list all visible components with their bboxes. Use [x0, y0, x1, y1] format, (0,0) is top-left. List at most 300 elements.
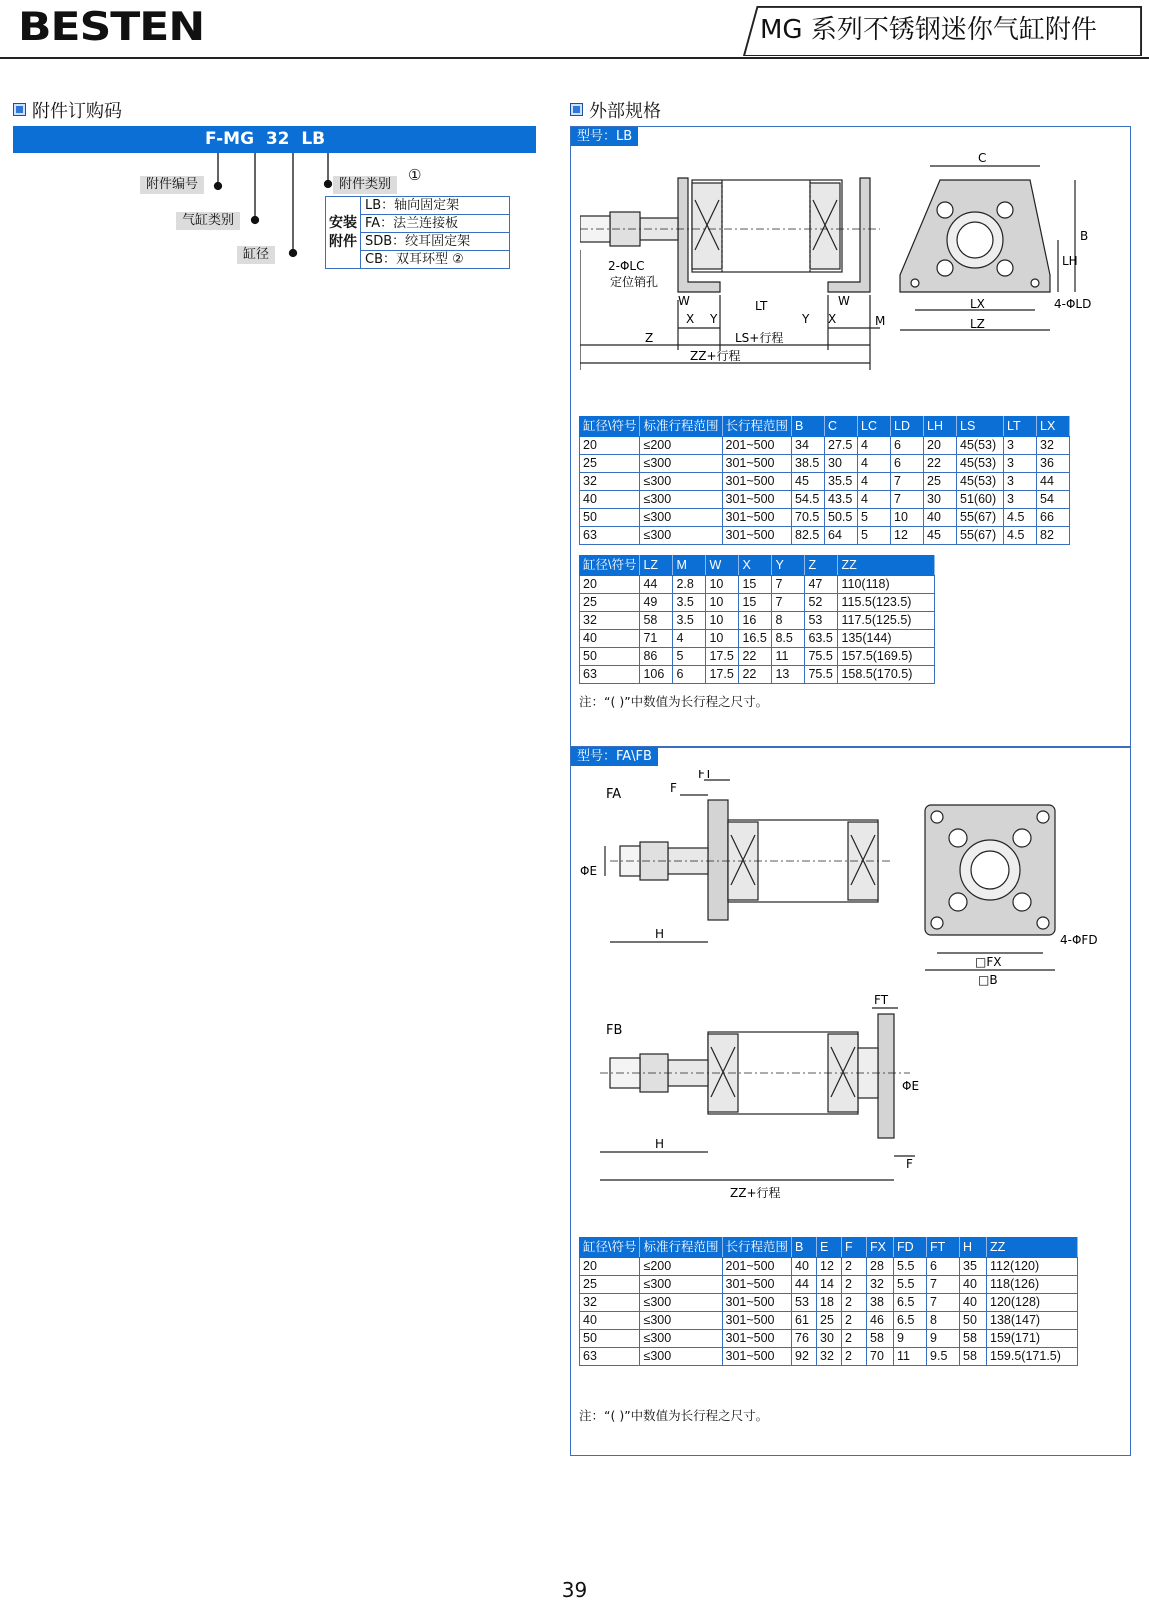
- table-cell: ≤300: [640, 1348, 722, 1366]
- table-cell: 17.5: [706, 666, 739, 684]
- table-cell: 301~500: [722, 527, 792, 545]
- table-cell: 25: [580, 1276, 640, 1294]
- table-cell: 2: [842, 1258, 867, 1276]
- table-cell: 5: [858, 509, 891, 527]
- table-row: [580, 612, 935, 630]
- table-cell: 6: [927, 1258, 960, 1276]
- table-cell: ≤300: [640, 491, 722, 509]
- option-item: CB：双耳环型 ②: [361, 251, 510, 269]
- table-header: H: [960, 1238, 987, 1258]
- table-cell: 40: [580, 491, 640, 509]
- table-cell: 301~500: [722, 1294, 792, 1312]
- table-cell: 40: [924, 509, 957, 527]
- install-accessory-label: [326, 197, 361, 269]
- order-section-title: [13, 101, 122, 123]
- table-cell: 10: [706, 612, 739, 630]
- dim-lc: 2-ΦLC: [608, 259, 645, 273]
- dim-h-fb: H: [655, 1137, 665, 1151]
- table-cell: 159(171): [987, 1330, 1078, 1348]
- table-cell: ≤200: [640, 1258, 722, 1276]
- dim-ft-fa: FT: [698, 770, 713, 781]
- fafb-drawing: [580, 770, 1130, 1210]
- dim-x-left: X: [686, 312, 695, 326]
- fafb-spec-table: [579, 1237, 1078, 1366]
- order-section-title-text: 附件订购码: [32, 101, 122, 122]
- lb-note: 注：“( )”中数值为长行程之尺寸。: [579, 694, 769, 709]
- table-cell: 63: [580, 666, 640, 684]
- table-cell: 15: [739, 576, 772, 594]
- table-cell: 32: [580, 1294, 640, 1312]
- table-cell: 53: [805, 612, 838, 630]
- table-cell: ≤300: [640, 473, 722, 491]
- table-header: W: [706, 556, 739, 576]
- table-cell: 201~500: [722, 1258, 792, 1276]
- dim-y-right: Y: [802, 312, 810, 326]
- table-cell: 75.5: [805, 666, 838, 684]
- table-cell: 30: [817, 1330, 842, 1348]
- table-cell: 157.5(169.5): [838, 648, 935, 666]
- table-cell: 3: [1004, 491, 1037, 509]
- table-header: LC: [858, 417, 891, 437]
- dim-c: C: [978, 151, 987, 165]
- lb-spec-table-1: [579, 416, 1070, 545]
- table-cell: 55(67): [957, 527, 1004, 545]
- table-cell: 30: [924, 491, 957, 509]
- table-cell: 32: [867, 1276, 894, 1294]
- spec-section-title: [570, 101, 661, 123]
- table-header: LD: [891, 417, 924, 437]
- dim-ft-fb: FT: [874, 993, 889, 1007]
- table-cell: 34: [792, 437, 825, 455]
- table-cell: 50: [580, 648, 640, 666]
- table-cell: 50: [580, 1330, 640, 1348]
- table-row: [580, 594, 935, 612]
- order-code: F-MG 32 LB: [205, 129, 326, 149]
- table-header: E: [817, 1238, 842, 1258]
- table-cell: 35.5: [825, 473, 858, 491]
- table-cell: 135(144): [838, 630, 935, 648]
- table-row: [580, 666, 935, 684]
- table-cell: 30: [825, 455, 858, 473]
- table-cell: 10: [706, 576, 739, 594]
- table-cell: 61: [792, 1312, 817, 1330]
- table-cell: 120(128): [987, 1294, 1078, 1312]
- table-cell: 44: [792, 1276, 817, 1294]
- table-cell: 63.5: [805, 630, 838, 648]
- table-cell: 45(53): [957, 473, 1004, 491]
- install-label-line2: 附件: [329, 233, 357, 250]
- table-cell: 6: [891, 455, 924, 473]
- table-cell: 15: [739, 594, 772, 612]
- table-row: [580, 1276, 1078, 1294]
- table-cell: 25: [817, 1312, 842, 1330]
- table-cell: 13: [772, 666, 805, 684]
- table-cell: 50: [960, 1312, 987, 1330]
- dim-lx: LX: [970, 297, 985, 311]
- dim-ls: LS+行程: [735, 331, 784, 345]
- table-cell: 6: [673, 666, 706, 684]
- dim-b: B: [1080, 229, 1089, 243]
- table-cell: 25: [580, 594, 640, 612]
- table-cell: 32: [817, 1348, 842, 1366]
- table-header: LZ: [640, 556, 673, 576]
- table-cell: 201~500: [722, 437, 792, 455]
- dim-e-fb: ΦE: [902, 1079, 920, 1093]
- table-cell: 106: [640, 666, 673, 684]
- table-cell: 47: [805, 576, 838, 594]
- table-cell: 70.5: [792, 509, 825, 527]
- table-cell: 8: [772, 612, 805, 630]
- label-bore: 缸径: [237, 246, 275, 264]
- table-cell: 301~500: [722, 1330, 792, 1348]
- table-cell: 4: [858, 473, 891, 491]
- table-cell: 76: [792, 1330, 817, 1348]
- table-cell: 14: [817, 1276, 842, 1294]
- brand-logo: BESTEN: [18, 4, 205, 51]
- table-cell: 50: [580, 509, 640, 527]
- table-row: [580, 1330, 1078, 1348]
- table-cell: 82.5: [792, 527, 825, 545]
- model-tag-lb: 型号：LB: [571, 127, 638, 146]
- table-cell: 82: [1037, 527, 1070, 545]
- table-cell: 20: [580, 437, 640, 455]
- table-cell: 8: [927, 1312, 960, 1330]
- table-cell: 2: [842, 1276, 867, 1294]
- table-cell: 58: [960, 1330, 987, 1348]
- table-cell: 4.5: [1004, 527, 1037, 545]
- table-header: LH: [924, 417, 957, 437]
- table-cell: 52: [805, 594, 838, 612]
- table-cell: 158.5(170.5): [838, 666, 935, 684]
- table-cell: 11: [772, 648, 805, 666]
- spec-section-title-text: 外部规格: [589, 101, 661, 122]
- table-cell: ≤200: [640, 437, 722, 455]
- table-cell: 5.5: [894, 1276, 927, 1294]
- label-accessory-no: 附件编号: [140, 176, 204, 194]
- table-cell: 301~500: [722, 509, 792, 527]
- table-cell: 58: [960, 1348, 987, 1366]
- dim-y-left: Y: [710, 312, 718, 326]
- table-cell: 36: [1037, 455, 1070, 473]
- table-cell: 22: [739, 666, 772, 684]
- dim-fd: 4-ΦFD: [1060, 933, 1098, 947]
- table-cell: 4: [858, 491, 891, 509]
- table-cell: 45(53): [957, 455, 1004, 473]
- table-cell: 54.5: [792, 491, 825, 509]
- table-cell: 70: [867, 1348, 894, 1366]
- table-header: 标准行程范围: [640, 1238, 722, 1258]
- label-accessory-type: 附件类别: [333, 176, 397, 194]
- table-cell: 12: [891, 527, 924, 545]
- table-cell: 45: [924, 527, 957, 545]
- table-header: 标准行程范围: [640, 417, 722, 437]
- dim-z: Z: [645, 331, 654, 345]
- table-cell: 32: [580, 473, 640, 491]
- table-cell: 55(67): [957, 509, 1004, 527]
- table-cell: 301~500: [722, 473, 792, 491]
- table-cell: 3: [1004, 455, 1037, 473]
- bullet-square-icon: [570, 103, 583, 116]
- table-cell: 301~500: [722, 1348, 792, 1366]
- table-cell: 301~500: [722, 455, 792, 473]
- table-cell: 6.5: [894, 1312, 927, 1330]
- table-cell: 138(147): [987, 1312, 1078, 1330]
- table-cell: 8.5: [772, 630, 805, 648]
- table-cell: 63: [580, 1348, 640, 1366]
- table-cell: 38: [867, 1294, 894, 1312]
- table-cell: 10: [706, 630, 739, 648]
- table-cell: 9: [894, 1330, 927, 1348]
- table-cell: 54: [1037, 491, 1070, 509]
- table-cell: 115.5(123.5): [838, 594, 935, 612]
- table-header-row: [580, 1238, 1078, 1258]
- marker-1: ①: [408, 166, 422, 184]
- page-title: MG 系列不锈钢迷你气缸附件: [760, 15, 1097, 45]
- table-cell: 86: [640, 648, 673, 666]
- table-cell: 7: [927, 1294, 960, 1312]
- table-cell: 3.5: [673, 612, 706, 630]
- table-cell: 43.5: [825, 491, 858, 509]
- table-cell: 38.5: [792, 455, 825, 473]
- table-cell: 5.5: [894, 1258, 927, 1276]
- table-cell: 301~500: [722, 491, 792, 509]
- table-cell: 4.5: [1004, 509, 1037, 527]
- table-row: [580, 1294, 1078, 1312]
- table-cell: 11: [894, 1348, 927, 1366]
- dim-e-fa: ΦE: [580, 864, 598, 878]
- table-cell: 12: [817, 1258, 842, 1276]
- lb-drawing: [580, 150, 1130, 380]
- table-cell: 58: [640, 612, 673, 630]
- table-cell: 27.5: [825, 437, 858, 455]
- fafb-table-body: [580, 1258, 1078, 1366]
- table-cell: 25: [924, 473, 957, 491]
- table-header: FT: [927, 1238, 960, 1258]
- table-cell: 51(60): [957, 491, 1004, 509]
- table-row: [580, 630, 935, 648]
- table-cell: 16: [739, 612, 772, 630]
- table-header: B: [792, 1238, 817, 1258]
- table-cell: 3.5: [673, 594, 706, 612]
- table-cell: 2: [842, 1294, 867, 1312]
- table-header: B: [792, 417, 825, 437]
- table-cell: 117.5(125.5): [838, 612, 935, 630]
- table-cell: 301~500: [722, 1276, 792, 1294]
- table-cell: 40: [960, 1276, 987, 1294]
- option-item: LB：轴向固定架: [361, 197, 510, 215]
- table-row: [580, 491, 1070, 509]
- table-header: 缸径\符号: [580, 556, 640, 576]
- dim-ld: 4-ΦLD: [1054, 297, 1092, 311]
- table-header: C: [825, 417, 858, 437]
- table-cell: 7: [891, 473, 924, 491]
- table-cell: 2: [842, 1330, 867, 1348]
- table-cell: 112(120): [987, 1258, 1078, 1276]
- table-cell: 2: [842, 1348, 867, 1366]
- table-cell: 20: [924, 437, 957, 455]
- table-cell: 301~500: [722, 1312, 792, 1330]
- model-tag-fafb: 型号：FA\FB: [571, 747, 658, 766]
- table-cell: 6: [891, 437, 924, 455]
- dim-x-right: X: [828, 312, 837, 326]
- table-header-row: [580, 556, 935, 576]
- table-row: [580, 1312, 1078, 1330]
- option-item: FA：法兰连接板: [361, 215, 510, 233]
- dim-h-fa: H: [655, 927, 665, 941]
- table-cell: 40: [792, 1258, 817, 1276]
- table-cell: 50.5: [825, 509, 858, 527]
- lb-table-1-body: [580, 437, 1070, 545]
- table-cell: ≤300: [640, 455, 722, 473]
- dim-lt: LT: [755, 299, 768, 313]
- table-cell: 44: [1037, 473, 1070, 491]
- table-cell: ≤300: [640, 1294, 722, 1312]
- table-cell: 49: [640, 594, 673, 612]
- table-cell: 64: [825, 527, 858, 545]
- dim-zz: ZZ+行程: [690, 349, 741, 363]
- label-fa: FA: [606, 787, 622, 802]
- table-cell: 6.5: [894, 1294, 927, 1312]
- table-header: 长行程范围: [722, 417, 792, 437]
- table-cell: 40: [960, 1294, 987, 1312]
- table-cell: 10: [706, 594, 739, 612]
- table-header: FD: [894, 1238, 927, 1258]
- pin-hole-label: 定位销孔: [610, 275, 659, 289]
- table-row: [580, 527, 1070, 545]
- table-cell: 4: [858, 455, 891, 473]
- dim-w-right: W: [838, 294, 850, 308]
- table-header: FX: [867, 1238, 894, 1258]
- table-cell: 75.5: [805, 648, 838, 666]
- table-header: X: [739, 556, 772, 576]
- table-cell: 40: [580, 1312, 640, 1330]
- table-cell: 20: [580, 576, 640, 594]
- table-row: [580, 455, 1070, 473]
- table-cell: 44: [640, 576, 673, 594]
- table-header: Z: [805, 556, 838, 576]
- table-cell: 58: [867, 1330, 894, 1348]
- table-cell: 63: [580, 527, 640, 545]
- table-header: 缸径\符号: [580, 1238, 640, 1258]
- table-cell: 3: [1004, 473, 1037, 491]
- table-header: ZZ: [987, 1238, 1078, 1258]
- table-cell: 16.5: [739, 630, 772, 648]
- table-header: M: [673, 556, 706, 576]
- header-rule: [0, 57, 1149, 59]
- dim-m: M: [875, 314, 886, 328]
- option-item: SDB：绞耳固定架: [361, 233, 510, 251]
- table-cell: 25: [580, 455, 640, 473]
- table-cell: ≤300: [640, 509, 722, 527]
- table-cell: 159.5(171.5): [987, 1348, 1078, 1366]
- table-row: [580, 1348, 1078, 1366]
- table-row: [580, 509, 1070, 527]
- table-cell: 4: [673, 630, 706, 648]
- dim-fx: □FX: [975, 955, 1002, 969]
- table-cell: ≤300: [640, 1312, 722, 1330]
- table-header: F: [842, 1238, 867, 1258]
- table-header-row: [580, 417, 1070, 437]
- table-header: 长行程范围: [722, 1238, 792, 1258]
- dim-lz: LZ: [970, 317, 985, 331]
- table-cell: 9.5: [927, 1348, 960, 1366]
- table-header: LS: [957, 417, 1004, 437]
- table-cell: 45: [792, 473, 825, 491]
- table-cell: 9: [927, 1330, 960, 1348]
- table-cell: 7: [927, 1276, 960, 1294]
- table-cell: 46: [867, 1312, 894, 1330]
- table-cell: ≤300: [640, 1276, 722, 1294]
- install-accessory-table: [325, 196, 510, 269]
- table-cell: ≤300: [640, 527, 722, 545]
- table-cell: 32: [580, 612, 640, 630]
- fafb-note: 注：“( )”中数值为长行程之尺寸。: [579, 1408, 769, 1423]
- table-cell: 4: [858, 437, 891, 455]
- page-number: 39: [561, 1578, 588, 1602]
- label-cylinder-type: 气缸类别: [176, 212, 240, 230]
- table-cell: 35: [960, 1258, 987, 1276]
- table-cell: 17.5: [706, 648, 739, 666]
- table-cell: 118(126): [987, 1276, 1078, 1294]
- table-cell: 2.8: [673, 576, 706, 594]
- dim-w-left: W: [678, 294, 690, 308]
- table-row: [580, 473, 1070, 491]
- table-cell: 53: [792, 1294, 817, 1312]
- table-cell: 40: [580, 630, 640, 648]
- label-fb: FB: [606, 1023, 623, 1038]
- table-header: LX: [1037, 417, 1070, 437]
- table-cell: 20: [580, 1258, 640, 1276]
- table-cell: 22: [924, 455, 957, 473]
- table-cell: 7: [772, 576, 805, 594]
- dim-f-fa: F: [670, 781, 677, 795]
- table-cell: 18: [817, 1294, 842, 1312]
- table-header: ZZ: [838, 556, 935, 576]
- table-cell: 45(53): [957, 437, 1004, 455]
- table-cell: 32: [1037, 437, 1070, 455]
- table-cell: 22: [739, 648, 772, 666]
- table-row: [580, 1258, 1078, 1276]
- table-cell: 5: [858, 527, 891, 545]
- table-cell: 10: [891, 509, 924, 527]
- table-cell: 5: [673, 648, 706, 666]
- dim-b-fa: □B: [978, 973, 998, 987]
- lb-spec-table-2: [579, 555, 935, 684]
- table-header: LT: [1004, 417, 1037, 437]
- table-row: [580, 648, 935, 666]
- table-cell: 7: [772, 594, 805, 612]
- table-cell: 110(118): [838, 576, 935, 594]
- table-cell: 7: [891, 491, 924, 509]
- table-cell: 71: [640, 630, 673, 648]
- lb-table-2-body: [580, 576, 935, 684]
- bullet-square-icon: [13, 103, 26, 116]
- table-cell: 92: [792, 1348, 817, 1366]
- dim-zz-fb: ZZ+行程: [730, 1186, 781, 1200]
- table-cell: 28: [867, 1258, 894, 1276]
- dim-f-fb: F: [906, 1157, 913, 1171]
- table-cell: ≤300: [640, 1330, 722, 1348]
- table-header: 缸径\符号: [580, 417, 640, 437]
- table-row: [580, 437, 1070, 455]
- table-header: Y: [772, 556, 805, 576]
- table-cell: 66: [1037, 509, 1070, 527]
- table-cell: 2: [842, 1312, 867, 1330]
- table-cell: 3: [1004, 437, 1037, 455]
- table-row: [580, 576, 935, 594]
- install-label-line1: 安装: [329, 214, 357, 231]
- dim-lh: LH: [1062, 254, 1078, 268]
